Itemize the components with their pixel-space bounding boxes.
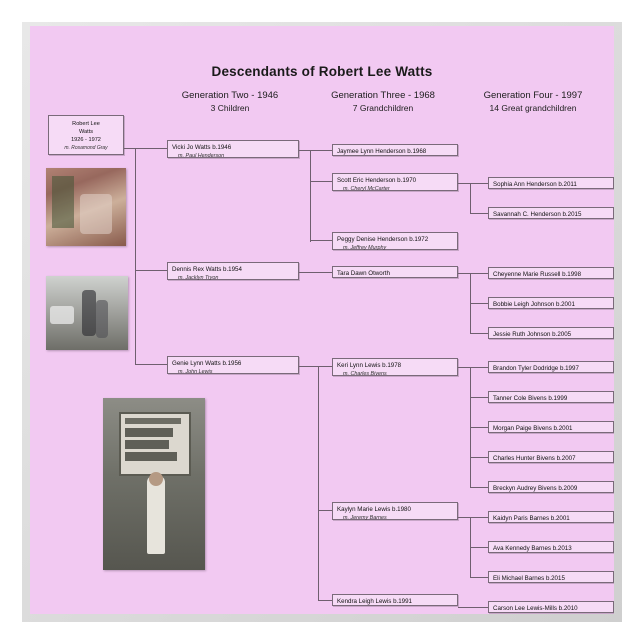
person-box-gen3-6: Kaylyn Marie Lewis b.1980 m. Jeremy Barnes xyxy=(332,502,458,520)
person-box-gen4-9: Charles Hunter Bivens b.2007 xyxy=(488,451,614,463)
person-box-gen4-3: Cheyenne Marie Russell b.1998 xyxy=(488,267,614,279)
root-person-box: Robert Lee Watts 1926 - 1972 m. Rosamond Gray xyxy=(48,115,124,155)
connector-gen4-branch-a xyxy=(470,183,471,213)
connector-gen4-3 xyxy=(470,273,488,274)
connector-gen3-5 xyxy=(318,366,332,367)
person-box-gen4-10: Breckyn Audrey Bivens b.2009 xyxy=(488,481,614,493)
connector-gen3-6 xyxy=(318,510,332,511)
person-box-gen2-3: Genie Lynn Watts b.1956 m. John Lewis xyxy=(167,356,299,374)
connector-gen2-2 xyxy=(135,270,167,271)
person-box-gen3-5: Keri Lynn Lewis b.1978 m. Charles Bivens xyxy=(332,358,458,376)
connector-root-vertical xyxy=(135,148,136,364)
connector-gen4-2 xyxy=(470,213,488,214)
person-box-gen4-4: Bobbie Leigh Johnson b.2001 xyxy=(488,297,614,309)
connector-gen4-8 xyxy=(470,427,488,428)
person-box-gen4-11: Kaidyn Paris Barnes b.2001 xyxy=(488,511,614,523)
connector-gen3-5-out xyxy=(458,367,470,368)
connector-gen4-11 xyxy=(470,517,488,518)
connector-gen4-12 xyxy=(470,547,488,548)
photo-family-outdoors xyxy=(46,276,128,350)
photo-man-in-chair xyxy=(46,168,126,246)
connector-gen3-3 xyxy=(310,240,332,241)
generation-two-header: Generation Two - 1946 3 Children xyxy=(181,90,279,113)
generation-three-header: Generation Three - 1968 7 Grandchildren xyxy=(331,90,435,113)
person-box-gen3-2: Scott Eric Henderson b.1970 m. Cheryl McCarter xyxy=(332,173,458,191)
connector-gen4-10 xyxy=(470,487,488,488)
connector-gen2-3-out xyxy=(298,366,318,367)
person-box-gen3-4: Tara Dawn Otworth xyxy=(332,266,458,278)
page-title: Descendants of Robert Lee Watts xyxy=(211,64,433,79)
connector-gen2-1 xyxy=(135,148,167,149)
person-box-gen2-2: Dennis Rex Watts b.1954 m. Jacklyn Tryon xyxy=(167,262,299,280)
connector-gen4-4 xyxy=(470,303,488,304)
poster xyxy=(30,26,614,614)
connector-gen3-2 xyxy=(310,181,332,182)
connector-gen3-4 xyxy=(298,272,332,273)
person-box-gen3-3: Peggy Denise Henderson b.1972 m. Jeffrey Murphy xyxy=(332,232,458,250)
connector-gen4-7 xyxy=(470,397,488,398)
person-box-gen4-5: Jessie Ruth Johnson b.2005 xyxy=(488,327,614,339)
photo-scioto-trail-state-forest-sign xyxy=(103,398,205,570)
connector-gen4-1 xyxy=(470,183,488,184)
connector-gen4-6 xyxy=(470,367,488,368)
connector-gen3-branch-a xyxy=(310,150,311,242)
connector-gen3-branch-c xyxy=(318,366,319,600)
connector-gen4-5 xyxy=(470,333,488,334)
connector-gen2-3 xyxy=(135,364,167,365)
person-box-gen4-14: Carson Lee Lewis-Mills b.2010 xyxy=(488,601,614,613)
connector-gen4-9 xyxy=(470,457,488,458)
person-box-gen4-8: Morgan Paige Bivens b.2001 xyxy=(488,421,614,433)
person-box-gen3-1: Jaymee Lynn Henderson b.1968 xyxy=(332,144,458,156)
person-box-gen4-6: Brandon Tyler Dodridge b.1997 xyxy=(488,361,614,373)
person-box-gen4-2: Savannah C. Henderson b.2015 xyxy=(488,207,614,219)
person-box-gen3-7: Kendra Leigh Lewis b.1991 xyxy=(332,594,458,606)
person-box-gen4-7: Tanner Cole Bivens b.1999 xyxy=(488,391,614,403)
connector-gen3-1 xyxy=(310,150,332,151)
person-box-gen4-1: Sophia Ann Henderson b.2011 xyxy=(488,177,614,189)
connector-gen4-14 xyxy=(458,607,488,608)
generation-four-header: Generation Four - 1997 14 Great grandchildren xyxy=(483,90,583,113)
connector-gen3-2-out xyxy=(458,183,470,184)
connector-gen3-4-out xyxy=(458,273,470,274)
person-box-gen4-12: Ava Kennedy Barnes b.2013 xyxy=(488,541,614,553)
person-box-gen4-13: Eli Michael Barnes b.2015 xyxy=(488,571,614,583)
connector-gen3-6-out xyxy=(458,517,470,518)
connector-gen2-1-out xyxy=(298,150,310,151)
connector-gen3-7 xyxy=(318,600,332,601)
connector-gen4-13 xyxy=(470,577,488,578)
person-box-gen2-1: Vicki Jo Watts b.1946 m. Paul Henderson xyxy=(167,140,299,158)
